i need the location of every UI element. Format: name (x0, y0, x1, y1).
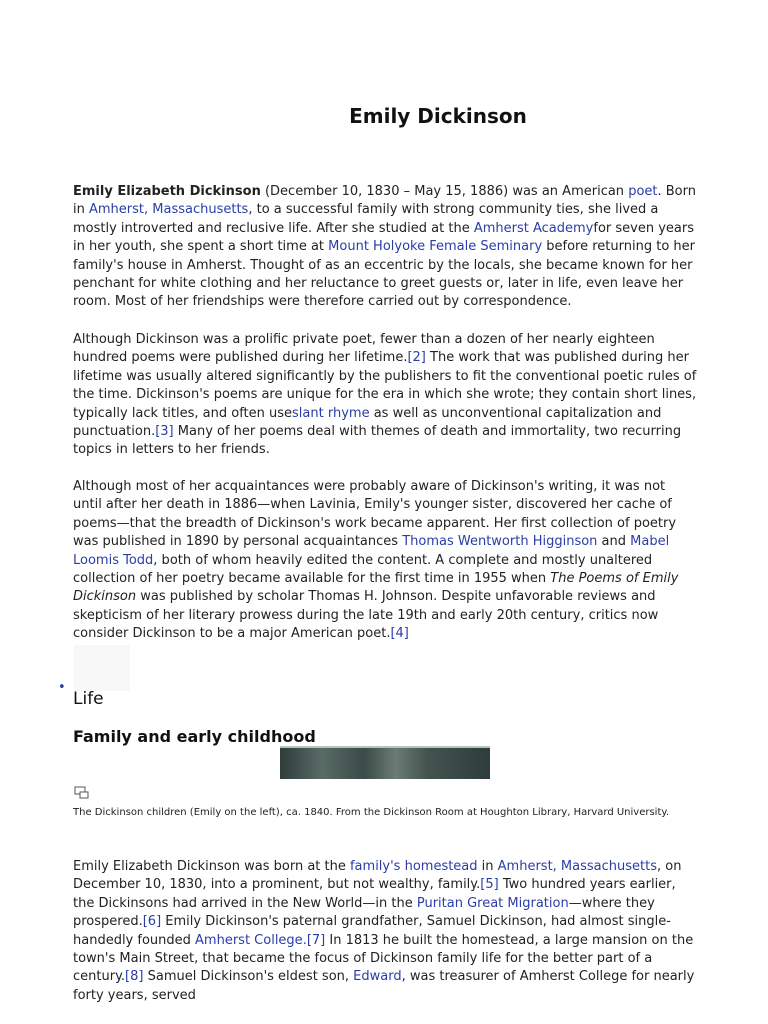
link-puritan-migration[interactable]: Puritan Great Migration (416, 895, 569, 911)
text: Emily Elizabeth Dickinson was born at the (73, 859, 350, 874)
ref-2[interactable]: [2] (407, 350, 426, 366)
text: . Born in (73, 184, 696, 218)
text: Emily Dickinson's paternal grandfather, Samuel Dickinson, had almost single-handedly founded (73, 914, 671, 948)
link-todd[interactable]: Mabel Loomis Todd (73, 534, 670, 568)
side-bullet[interactable]: • (58, 680, 66, 695)
enlarge-image-icon[interactable] (74, 786, 90, 800)
text: The work that was published during her lifetime was usually altered significantly by the publishers to fit the conventional poetic rules of the time. Dickinson's poems are unique for the era in which she wrote; they contain short lines, typically lack titles, and often use (73, 350, 697, 421)
link-amherst[interactable]: Amherst, Massachusetts (88, 202, 249, 218)
subject-name: Emily Elizabeth Dickinson (73, 184, 261, 199)
ref-5[interactable]: [5] (480, 877, 499, 893)
family-paragraph (73, 858, 698, 1005)
text: was published by scholar Thomas H. Johnson. Despite unfavorable reviews and skepticism of her literary prowess during the late 19th and early 20th century, critics now consider Dickinson to be a major American poet. (73, 589, 659, 642)
intro-paragraph-3 (73, 478, 698, 644)
text: Although Dickinson was a prolific private poet, fewer than a dozen of her nearly eighteen hundred poems were published during her lifetime. (73, 332, 655, 366)
side-placeholder (74, 645, 130, 691)
text: and (597, 534, 631, 550)
book-title: The Poems of Emily Dickinson (73, 571, 679, 605)
text: , was treasurer of Amherst College for nearly forty years, served (73, 969, 695, 1003)
link-family-homestead[interactable]: family's homestead (349, 859, 478, 874)
link-poet[interactable]: poet (628, 184, 658, 199)
section-heading-life: Life (73, 689, 104, 709)
ref-4[interactable]: [4] (390, 626, 409, 642)
text: , both of whom heavily edited the content. A complete and mostly unaltered collection of her poetry became available for the first time in 1955 when (73, 552, 653, 587)
link-edward[interactable]: Edward (353, 969, 402, 985)
ref-8[interactable]: [8] (125, 969, 144, 985)
link-amherst-college[interactable]: Amherst College (195, 932, 303, 948)
section-heading-family: Family and early childhood (73, 727, 316, 746)
link-mount-holyoke[interactable]: Mount Holyoke Female Seminary (328, 239, 543, 255)
text: (December 10, 1830 – May 15, 1886) was an American (260, 184, 629, 199)
ref-7[interactable]: .[7] (302, 932, 326, 948)
link-amherst-academy[interactable]: Amherst Academy (473, 220, 594, 236)
image-caption: The Dickinson children (Emily on the left), ca. 1840. From the Dickinson Room at Houghton Library, Harvard University. (73, 807, 670, 818)
text: Samuel Dickinson's eldest son, (143, 969, 354, 985)
intro-paragraph-2 (73, 331, 698, 460)
text: Two hundred years earlier, the Dickinsons had arrived in the New World—in the (73, 877, 676, 911)
ref-3[interactable]: [3] (155, 424, 174, 440)
text: for seven years in her youth, she spent a short time at (73, 220, 694, 255)
text: , on December 10, 1830, into a prominent, but not wealthy, family. (73, 859, 682, 893)
page-title (0, 104, 768, 128)
text: In 1813 he built the homestead, a large mansion on the town's Main Street, that became the focus of Dickinson family life for the better part of a century. (73, 932, 694, 985)
link-slant-rhyme[interactable]: slant rhyme (292, 405, 370, 421)
text: before returning to her family's house in Amherst. Thought of as an eccentric by the locals, she became known for her penchant for white clothing and her reluctance to greet guests or, later in life, even leave her room. Most of her friendships were therefore carried out by correspondence. (73, 239, 695, 310)
dickinson-children-image[interactable] (280, 746, 490, 779)
text: , to a successful family with strong community ties, she lived a mostly introverted and reclusive life. After she studied at the (73, 202, 659, 236)
text: as well as unconventional capitalization and punctuation. (73, 405, 662, 440)
text: —where they prospered. (73, 895, 655, 930)
link-higginson[interactable]: Thomas Wentworth Higginson (402, 534, 598, 550)
ref-6[interactable]: [6] (142, 914, 162, 930)
link-amherst[interactable]: Amherst, Massachusetts (497, 859, 657, 874)
text: in (477, 859, 498, 874)
intro-paragraph-1 (73, 183, 698, 312)
text: Many of her poems deal with themes of death and immortality, two recurring topics in letters to her friends. (73, 424, 682, 458)
page-title-text: Emily Dickinson (349, 104, 527, 128)
text: Although most of her acquaintances were probably aware of Dickinson's writing, it was not until after her death in 1886—when Lavinia, Emily's younger sister, discovered her cache of poems—that the breadth of Dickinson's work became apparent. Her first collection of poetry was published in 1890 by personal acquaintances (73, 479, 677, 550)
